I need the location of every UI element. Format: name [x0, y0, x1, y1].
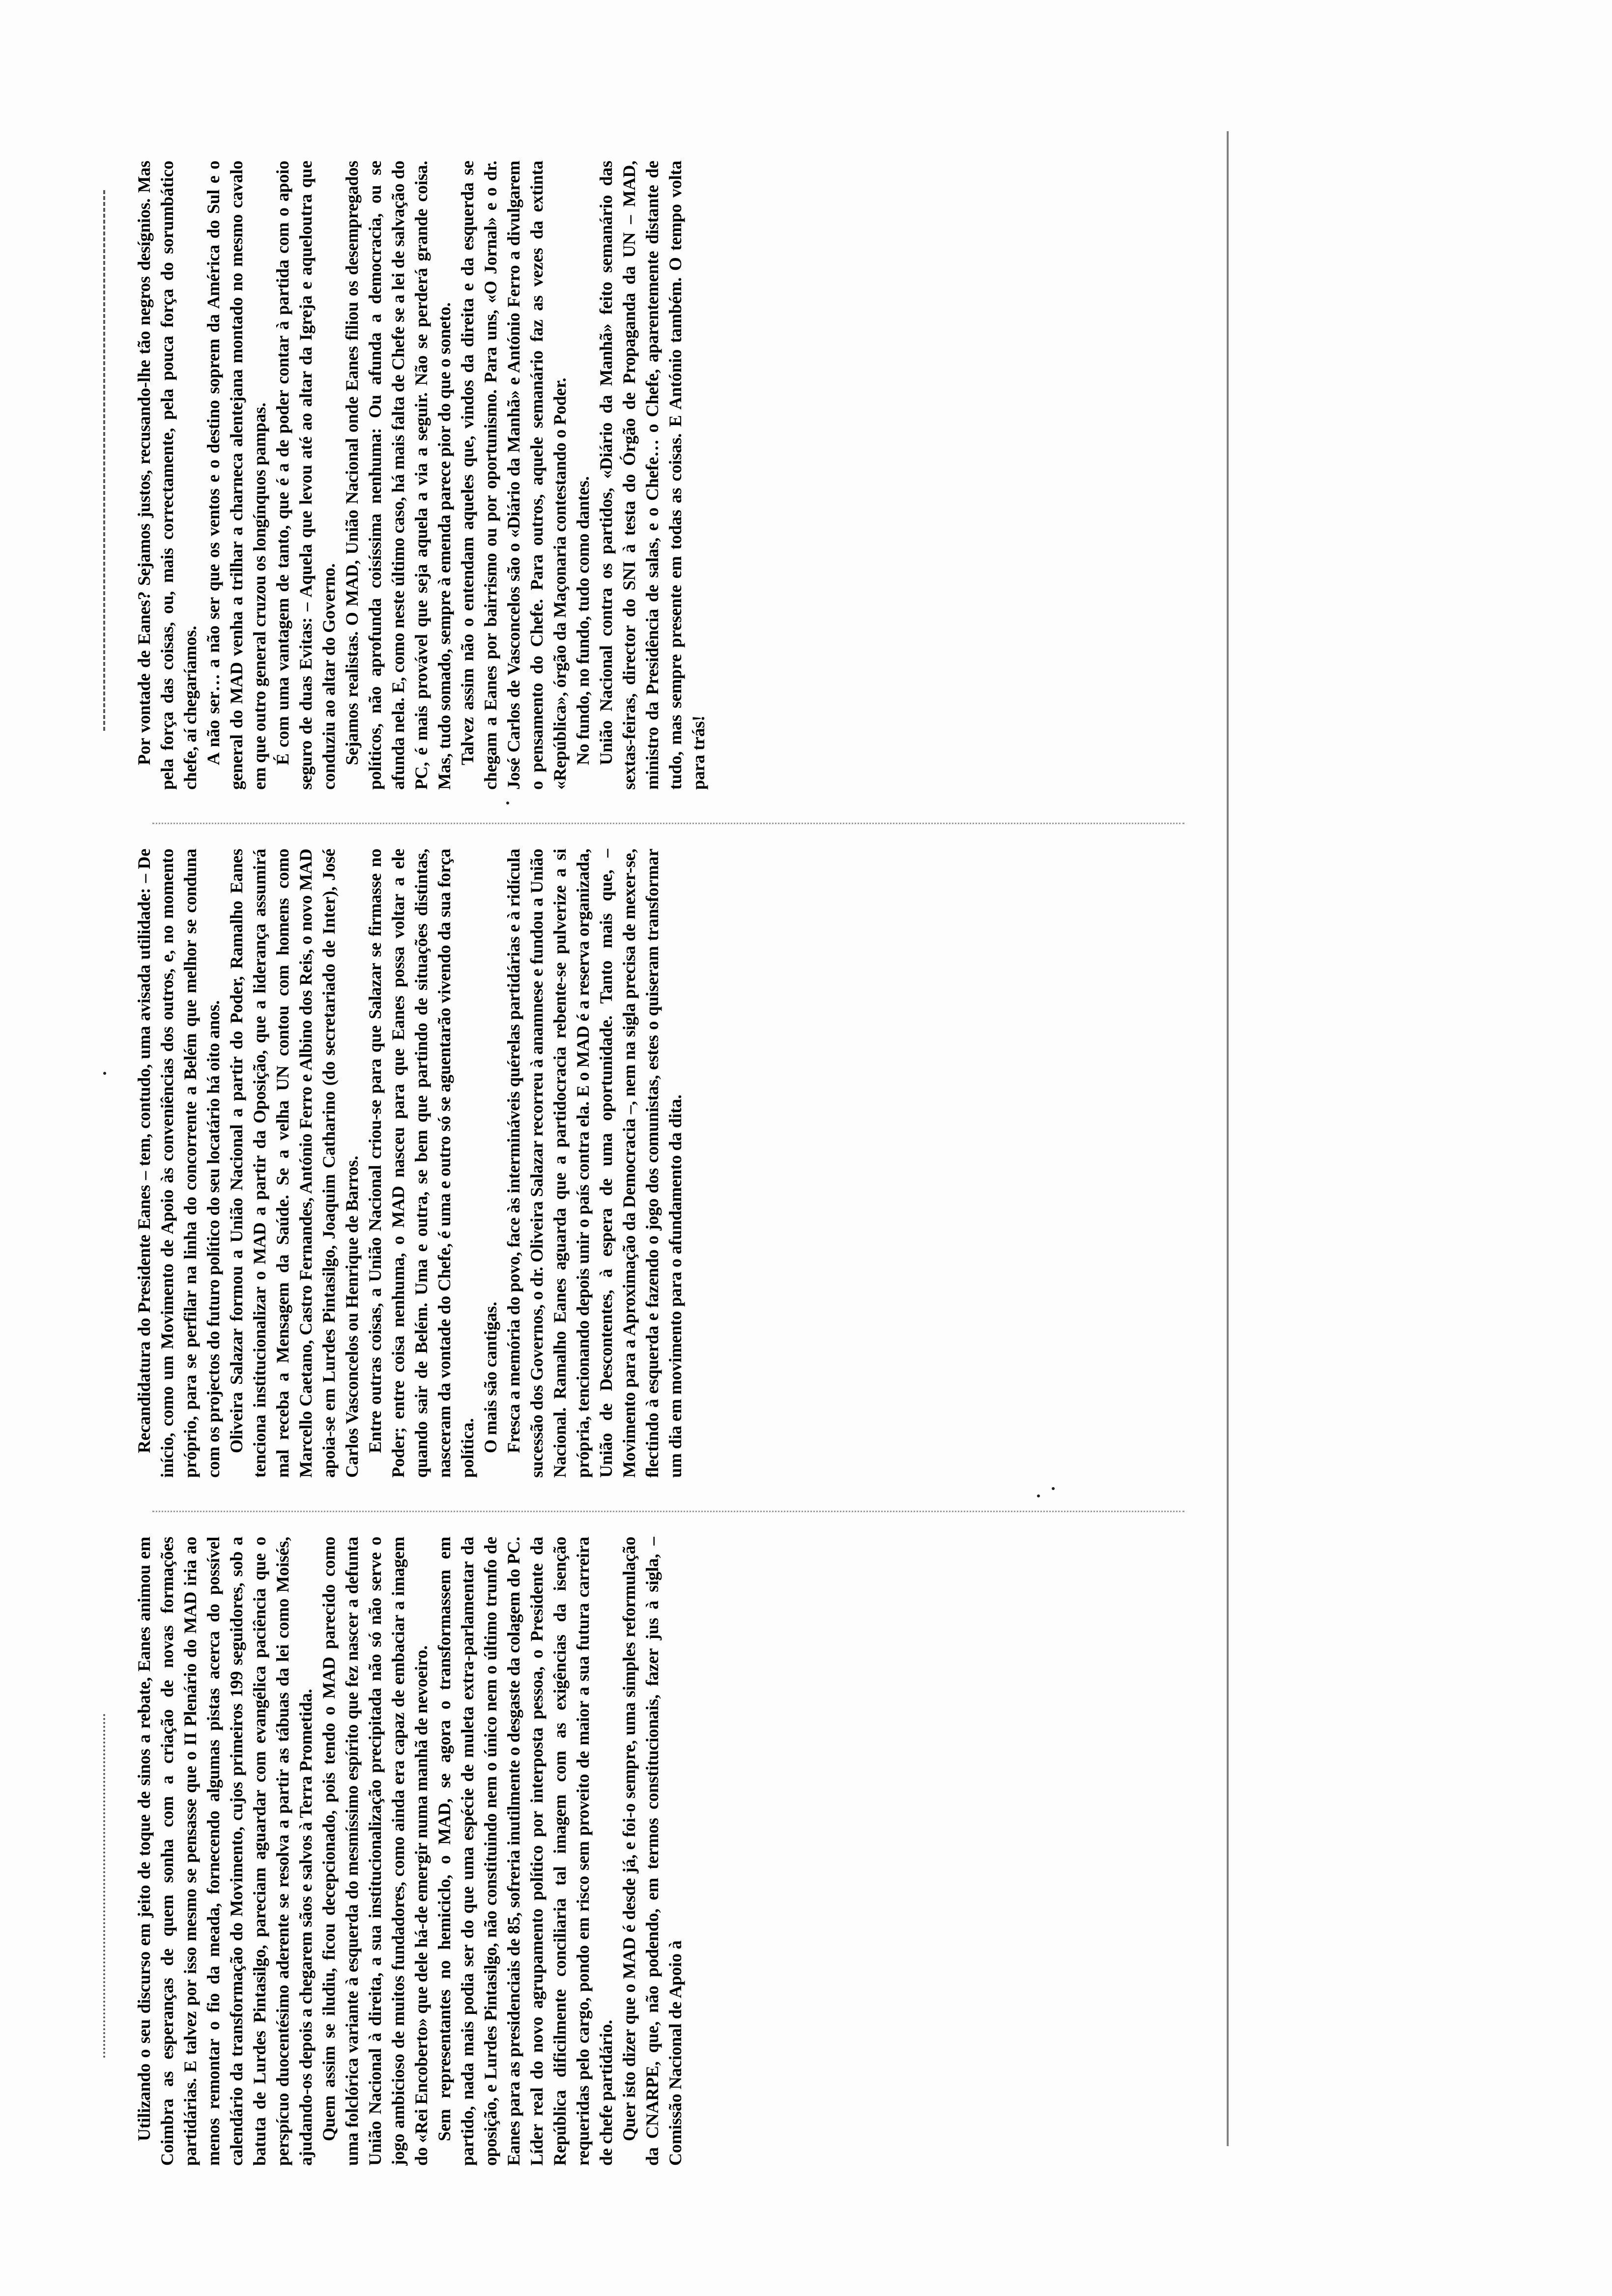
article-column-1 [133, 1537, 1189, 2166]
paragraph: Talvez assim não o entendam aqueles que, vindos da direita e da esquerda se chegam a Eanes por bairrismo ou por oportunismo. Para uns, «O Jornal» e o dr. José Carlos de Vasconcelos são o «Diário da Manhã» e António Ferro a divulgarem o pensamento do Chefe. Para outros, aquele semanário faz as vezes da extinta «República», órgão da Maçonaria contestando o Poder. [458, 161, 570, 790]
scan-noise [1052, 1487, 1055, 1490]
paragraph: Utilizando o seu discurso em jeito de toque de sinos a rebate, Eanes animou em Coimbra as esperanças de quem sonha com a criação de novas formações partidárias. E talvez por isso mesmo se pensasse que o II Plenário do MAD iria ao menos remontar o fio da meada, fornecendo algumas pistas acerca do possível calendário da transformação do Movimento, cujos primeiros 199 seguidores, sob a batuta de Lurdes Pintasilgo, pareciam aguardar com evangélica paciência que o perspícuo duocentésimo aderente se resolva a partir as tábuas da lei como Moisés, ajudando-os depois a chegarem sãos e salvos à Terra Prometida. [134, 1537, 316, 2166]
scan-noise [1037, 1494, 1040, 1497]
paragraph: É com uma vantagem de tanto, que é a de poder contar à partida com o apoio seguro de duas Evitas: – Aquela que levou até ao altar da Igreja e aqueloutra que conduziu ao altar do Governo. [273, 161, 339, 790]
newspaper-clipping [74, 92, 1243, 2205]
paragraph: Por vontade de Eanes? Sejamos justos, recusando-lhe tão negros desígnios. Mas pela força das coisas, ou, mais correctamente, pela pouca força do sorumbático chefe, aí chegaríamos. [134, 161, 200, 790]
paragraph: A não ser… a não ser que os ventos e o destino soprem da América do Sul e o general do MAD venha a trilhar a charneca alentejana montado no mesmo cavalo em que outro general cruzou os longínquos pampas. [203, 161, 269, 790]
column-divider [152, 823, 1184, 824]
scan-noise [103, 1072, 106, 1075]
paragraph: Oliveira Salazar formou a União Nacional a partir do Poder, Ramalho Eanes tenciona institucionalizar o MAD a partir da Oposição, que a liderança assumirá mal receba a Mensagem da Saúde. Se a velha UN contou com homens como Marcello Caetano, Castro Fernandes, António Ferro e Albino dos Reis, o novo MAD apoia-se em Lurdes Pintasilgo, Joaquim Catharino (do secretariado de Inter), José Carlos Vasconcelos ou Henrique de Barros. [227, 849, 362, 1478]
scan-noise [506, 802, 509, 804]
paragraph: Quer isto dizer que o MAD é desde já, e foi-o sempre, uma simples reformulação da CNARPE, que, não podendo, em termos constitucionais, fazer jus à sigla, – Comissão Nacional de Apoio à [619, 1537, 685, 2166]
paragraph: O mais são cantigas. [481, 1301, 500, 1453]
paragraph: Fresca a memória do povo, face às intermináveis quérelas partidárias e à ridícula sucessão dos Governos, o dr. Oliveira Salazar recorreu à anamnese e fundou a União Nacional. Ramalho Eanes aguarda que a partidocracia rebente-se pulverize a si própria, tencionando depois unir o país contra ela. E o MAD é a reserva organizada, União de Descontentes, à espera de uma oportunidade. Tanto mais que, – Movimento para a Aproximação da Democracia –, nem na sigla precisa de mexer-se, flectindo à esquerda e fazendo o jogo dos comunistas, estes o quiseram transformar um dia em movimento para o afundamento da dita. [504, 849, 685, 1478]
paragraph: União Nacional contra os partidos, «Diário da Manhã» feito semanário das sextas-feiras, director do SNI à testa do Órgão de Propaganda da UN – MAD, ministro da Presidência de salas, e o Chefe… o Chefe, aparentemente distante de tudo, mas sempre presente em todas as coisas. E António também. O tempo volta para trás! [596, 161, 708, 790]
paragraph: Sem representantes no hemiciclo, o MAD, se agora o transformassem em partido, nada mais podia ser do que uma espécie de muleta extra-parlamentar da oposição, e Lurdes Pintasilgo, não constituindo nem o único nem o último trunfo de Eanes para as presidenciais de 85, sofreria inutilmente o desgaste da colagem do PC. Líder real do novo agrupamento político por interposta pessoa, o Presidente da República dificilmente conciliaria tal imagem com as exigências da isenção requeridas pelo cargo, pondo em risco sem proveito de maior a sua futura carreira de chefe partidário. [434, 1537, 616, 2166]
paragraph: Recandidatura do Presidente Eanes – tem, contudo, uma avisada utilidade: – De início, como um Movimento de Apoio às conveniências dos outros, e, no momento próprio, para se perfilar na linha do concorrente a Belém que melhor se conduna com os projectos do futuro político do seu locatário há oito anos. [134, 849, 223, 1478]
scan-edge-mark [74, 1714, 105, 2058]
column-divider [152, 1511, 1184, 1512]
paragraph: Sejamos realistas. O MAD, União Nacional onde Eanes filiou os desempregados políticos, não aprofunda coisíssima nenhuma: Ou afunda a democracia, ou se afunda nela. E, como neste último caso, há mais falta de Chefe se a lei de salvação do PC, é mais provável que seja aquela a via a seguir. Não se perderá grande coisa. Mas, tudo somado, sempre à emenda parece pior do que o soneto. [342, 161, 454, 790]
paragraph: No fundo, no fundo, tudo como dantes. [573, 476, 593, 765]
scan-edge-mark [74, 190, 105, 731]
paragraph: Entre outras coisas, a União Nacional criou-se para que Salazar se firmasse no Poder; entre coisa nenhuma, o MAD nasceu para que Eanes possa voltar a ele quando sair de Belém. Uma e outra, se bem que partindo de situações distintas, nasceram da vontade do Chefe, é uma e outro só se aguentarão vivendo da sua força política. [365, 849, 477, 1478]
article-column-3 [133, 161, 1189, 790]
paragraph: Quem assim se iludiu, ficou decepcionado, pois tendo o MAD parecido como uma folclórica variante à esquerda do mesmíssimo espírito que fez nascer a defunta União Nacional à direita, a sua institucionalização precipitada não só não serve o jogo ambicioso de muitos fundadores, como ainda era capaz de embaciar a imagem do «Rei Encoberto» que dele há-de emergir numa manhã de nevoeiro. [319, 1537, 431, 2166]
clipping-edge-rule [1227, 131, 1229, 2146]
article-column-2 [133, 849, 1189, 1478]
